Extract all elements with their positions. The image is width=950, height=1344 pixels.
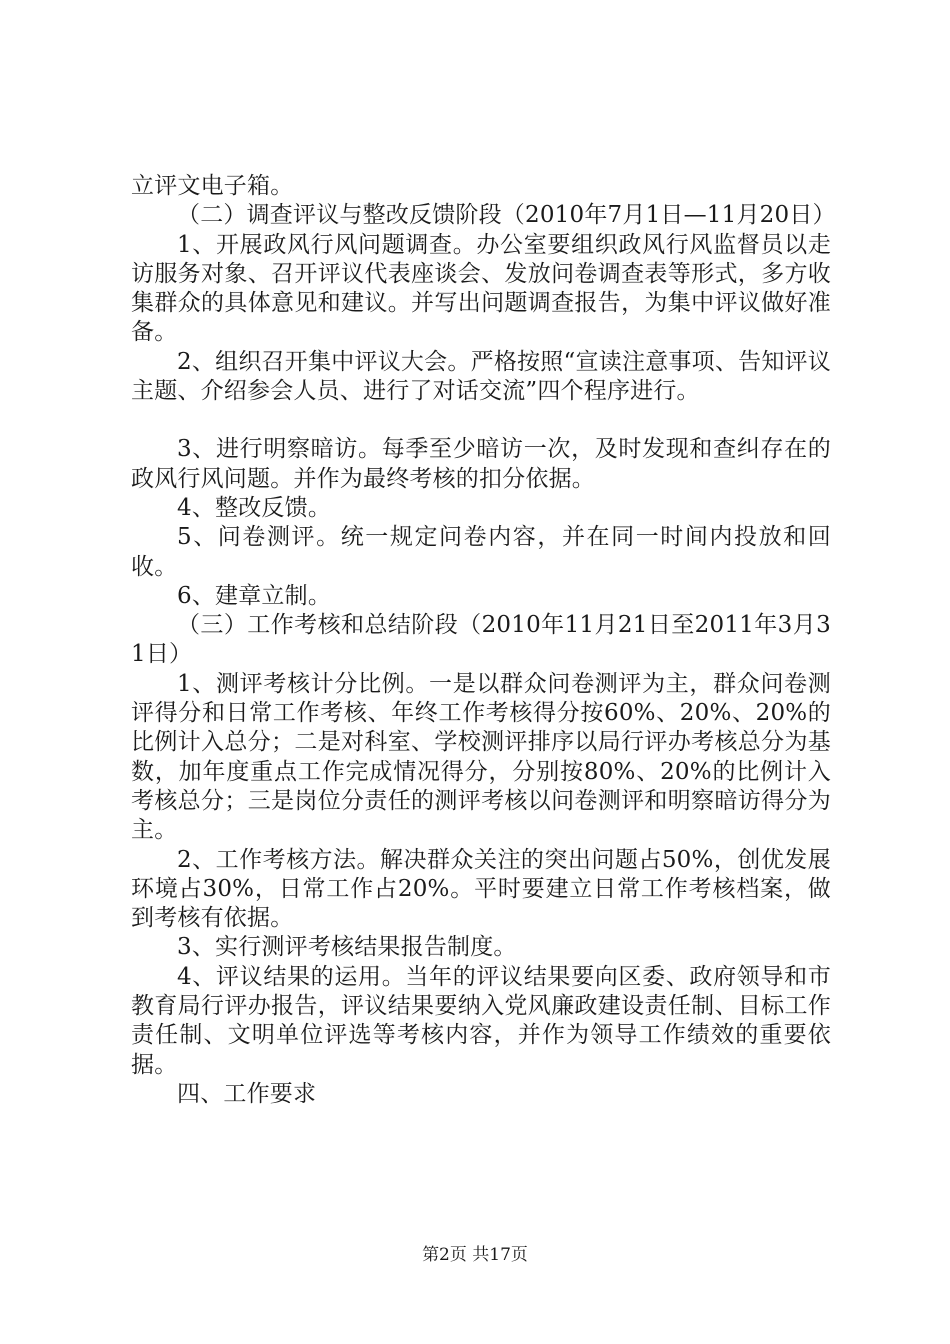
paragraph-item: 4、评议结果的运用。当年的评议结果要向区委、政府领导和市教育局行评办报告，评议结果要纳入党风廉政建设责任制、目标工作责任制、文明单位评选等考核内容，并作为领导工作绩效的重要依据。 <box>131 963 831 1078</box>
paragraph-item: 6、建章立制。 <box>177 582 332 609</box>
section-heading-phase-3: （三）工作考核和总结阶段（2010年11月21日至2011年3月31日） <box>131 612 831 668</box>
paragraph-spacer <box>131 406 831 435</box>
paragraph-item: 4、整改反馈。 <box>177 494 332 521</box>
paragraph-item: 1、测评考核计分比例。一是以群众问卷测评为主，群众问卷测评得分和日常工作考核、年终工作考核得分按60%、20%、20%的比例计入总分；二是对科室、学校测评排序以局行评办考核总分为基数，加年度重点工作完成情况得分，分别按80%、20%的比例计入考核总分；三是岗位分责任的测评考核以问卷测评和明察暗访得分为主。 <box>131 670 831 844</box>
paragraph-item: 2、组织召开集中评议大会。严格按照“宣读注意事项、告知评议主题、介绍参会人员、进行了对话交流”四个程序进行。 <box>131 348 831 405</box>
section-heading-requirements: 四、工作要求 <box>177 1080 317 1107</box>
paragraph-item: 3、实行测评考核结果报告制度。 <box>177 934 517 961</box>
paragraph-item: 3、进行明察暗访。每季至少暗访一次，及时发现和查纠存在的政风行风问题。并作为最终考核的扣分依据。 <box>131 436 831 492</box>
paragraph-item: 5、问卷测评。统一规定问卷内容，并在同一时间内投放和回收。 <box>131 524 831 580</box>
paragraph-item: 2、工作考核方法。解决群众关注的突出问题占50%，创优发展环境占30%，日常工作占20%。平时要建立日常工作考核档案，做到考核有依据。 <box>131 846 831 932</box>
page-number-footer: 第2页 共17页 <box>422 1245 528 1265</box>
paragraph-continuation: 立评文电子箱。 <box>131 173 294 199</box>
paragraph-item: 1、开展政风行风问题调查。办公室要组织政风行风监督员以走访服务对象、召开评议代表座谈会、发放问卷调查表等形式，多方收集群众的具体意见和建议。并写出问题调查报告，为集中评议做好准备。 <box>131 231 831 346</box>
document-body <box>131 172 836 1109</box>
section-heading-phase-2: （二）调查评议与整改反馈阶段（2010年7月1日—11月20日） <box>177 202 836 229</box>
